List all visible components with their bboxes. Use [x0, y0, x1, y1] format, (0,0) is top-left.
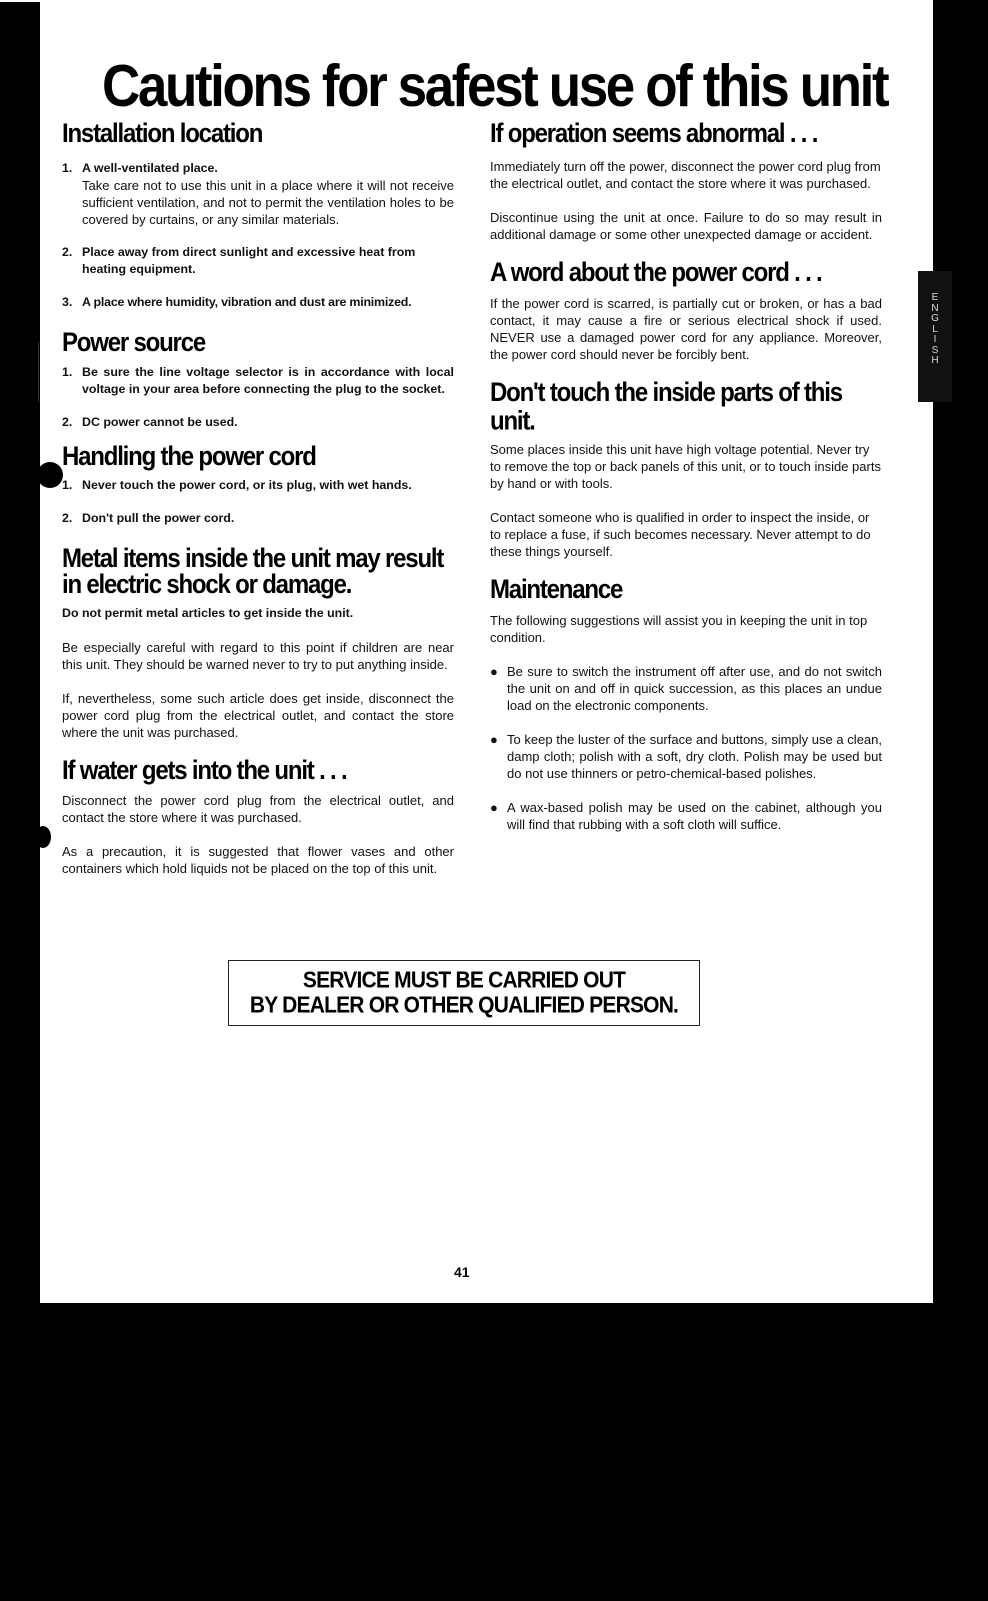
- page-number: 41: [454, 1264, 470, 1280]
- list-item: [62, 364, 454, 398]
- list-item: [62, 510, 454, 527]
- item-title: Don't pull the power cord.: [82, 511, 235, 525]
- water-section: [62, 757, 454, 877]
- lead-text: Do not permit metal articles to get inside the unit.: [62, 606, 354, 620]
- section-heading: Power source: [62, 327, 205, 358]
- item-number: 1.: [62, 478, 73, 492]
- item-number: 2.: [62, 511, 73, 525]
- item-number: 1.: [62, 365, 73, 379]
- bullet-text: To keep the luster of the surface and buttons, simply use a clean, damp cloth; polish with a soft, dry cloth. Polish may be used but do not use thinners or petro-chemical-based polishes.: [507, 732, 882, 781]
- item-number: 3.: [62, 295, 73, 309]
- installation-list: [62, 160, 454, 311]
- paragraph: Be especially careful with regard to this point if children are near this unit. They should be warned never to try to put anything inside.: [62, 640, 454, 672]
- list-item: [62, 414, 454, 431]
- language-tab: E N G L I S H: [918, 271, 952, 402]
- section-heading-line: in electric shock or damage.: [62, 569, 352, 600]
- power-cord-section: [490, 259, 882, 363]
- bullet-text: Be sure to switch the instrument off after use, and do not switch the unit on and off in quick succession, as this places an undue load on the electronic components.: [507, 664, 882, 713]
- binding-hole: [37, 462, 63, 488]
- list-item: [62, 477, 454, 494]
- paragraph: If the power cord is scarred, is partially cut or broken, or has a bad contact, it may cause a fire or serious electrical shock if used. NEVER use a damaged power cord for any appliance. Moreover, the power cord should never be forcibly bent.: [490, 296, 882, 362]
- section-heading: Handling the power cord: [62, 441, 316, 472]
- section-heading: Installation location: [62, 118, 263, 149]
- page-title: Cautions for safest use of this unit: [102, 53, 888, 120]
- item-number: 2.: [62, 245, 73, 259]
- list-item: [62, 244, 454, 278]
- section-heading-line: Metal items inside the unit may result: [62, 543, 444, 574]
- section-heading: Don't touch the inside parts of this unit.: [490, 377, 842, 437]
- abnormal-operation-section: [490, 120, 882, 243]
- maintenance-section: [490, 576, 882, 833]
- item-number: 2.: [62, 415, 73, 429]
- list-item: [62, 160, 454, 228]
- bullet-icon: ●: [490, 800, 498, 815]
- item-number: 1.: [62, 161, 73, 175]
- paragraph: Disconnect the power cord plug from the electrical outlet, and contact the store where it was purchased.: [62, 793, 454, 825]
- right-column: [490, 120, 882, 833]
- paragraph: Some places inside this unit have high voltage potential. Never try to remove the top or back panels of this unit, or to touch inside parts by hand or with tools.: [490, 442, 881, 491]
- section-heading: If operation seems abnormal . . .: [490, 118, 818, 149]
- bullet-icon: ●: [490, 664, 498, 679]
- paragraph: Discontinue using the unit at once. Failure to do so may result in additional damage or some other unexpected damage or accident.: [490, 210, 882, 242]
- list-item: [62, 294, 454, 311]
- power-list: [62, 364, 454, 431]
- item-text: Take care not to use this unit in a place where it will not receive sufficient ventilation, and not to permit the ventilation holes to be covered by curtains, or any similar materials.: [82, 178, 454, 227]
- inside-parts-section: [490, 379, 882, 560]
- bullet-item: [490, 663, 882, 714]
- item-title: DC power cannot be used.: [82, 415, 238, 429]
- scan-edge-mark: [0, 0, 40, 2]
- bullet-item: [490, 731, 882, 782]
- paragraph: If, nevertheless, some such article does get inside, disconnect the power cord plug from the electrical outlet, and contact the store where the unit was purchased.: [62, 691, 454, 740]
- paragraph: Contact someone who is qualified in order to inspect the inside, or to replace a fuse, if such becomes necessary. Never attempt to do these things yourself.: [490, 510, 871, 559]
- service-notice-box: [228, 960, 700, 1026]
- bullet-icon: ●: [490, 732, 498, 747]
- section-heading: Maintenance: [490, 574, 623, 605]
- item-title: A well-ventilated place.: [82, 161, 218, 175]
- item-title: Be sure the line voltage selector is in accordance with local voltage in your area before connecting the plug to the socket.: [82, 365, 454, 396]
- section-heading: If water gets into the unit . . .: [62, 755, 347, 786]
- paragraph: Immediately turn off the power, disconnect the power cord plug from the electrical outlet, and contact the store where it was purchased.: [490, 159, 881, 191]
- item-title: Place away from direct sunlight and excessive heat from heating equipment.: [82, 245, 416, 276]
- service-notice-line: BY DEALER OR OTHER QUALIFIED PERSON.: [249, 992, 679, 1019]
- power-source-section: [62, 329, 454, 431]
- service-notice-line: SERVICE MUST BE CARRIED OUT: [302, 967, 626, 994]
- section-heading: A word about the power cord . . .: [490, 257, 822, 288]
- metal-items-section: [62, 545, 454, 741]
- binding-hole: [35, 826, 51, 848]
- installation-section: [62, 120, 454, 311]
- cord-list: [62, 477, 454, 527]
- scan-edge-rule: [38, 342, 39, 402]
- maintenance-list: [490, 663, 882, 833]
- bullet-text: A wax-based polish may be used on the cabinet, although you will find that rubbing with a soft cloth will suffice.: [507, 800, 882, 832]
- paragraph: The following suggestions will assist you in keeping the unit in top condition.: [490, 613, 868, 645]
- bullet-item: [490, 799, 882, 833]
- left-column: [62, 120, 454, 877]
- item-title: Never touch the power cord, or its plug, with wet hands.: [82, 478, 412, 492]
- power-cord-handling-section: [62, 443, 454, 527]
- item-title: A place where humidity, vibration and dust are minimized.: [82, 295, 412, 309]
- paragraph: As a precaution, it is suggested that flower vases and other containers which hold liquids not be placed on the top of this unit.: [62, 844, 454, 876]
